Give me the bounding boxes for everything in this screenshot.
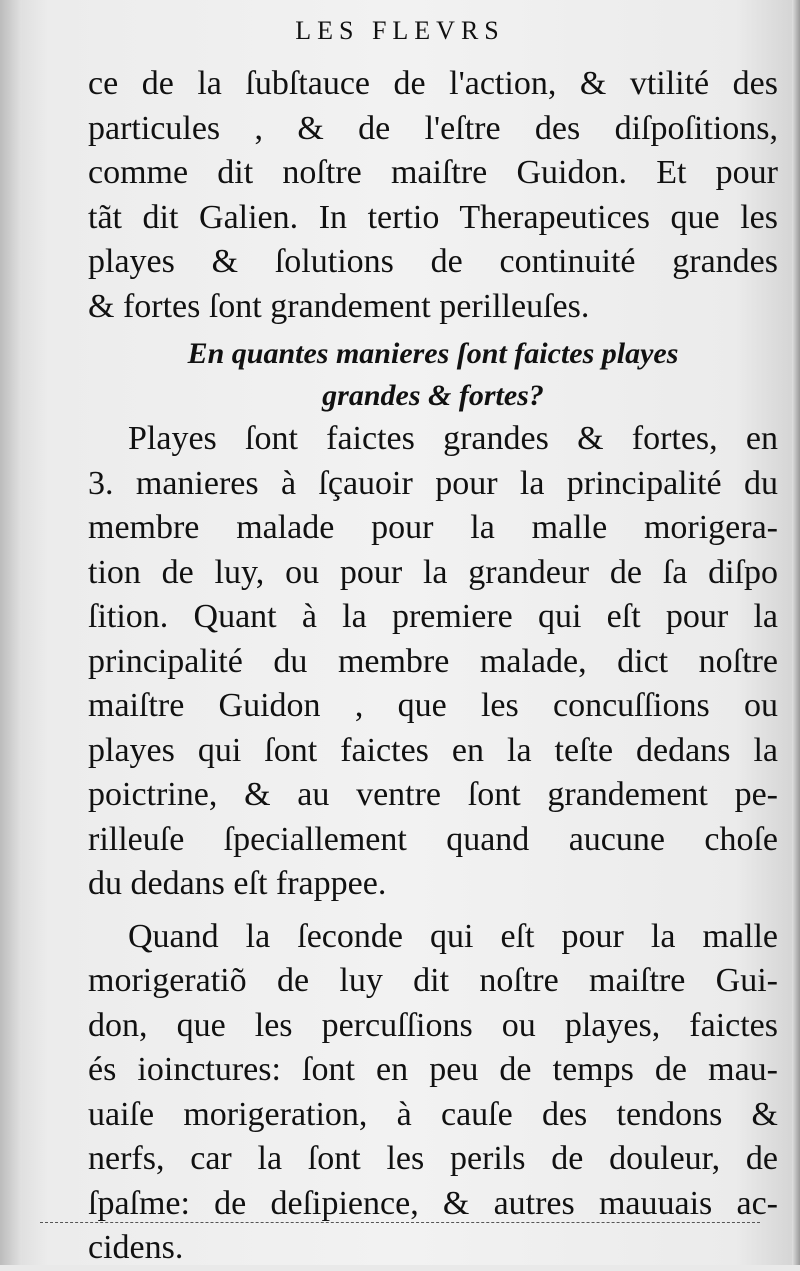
paragraph-2	[88, 417, 778, 907]
running-head: LES FLEVRS	[295, 16, 505, 45]
text-line: principalité du membre malade, dict noſtre	[88, 642, 778, 680]
text-line: ſpaſme: de deſipience, & autres mauuais ac-	[88, 1184, 778, 1222]
text-line: cidens.	[88, 1229, 184, 1266]
text-line: playes & ſolutions de continuité grandes	[88, 243, 778, 280]
text-line: comme dit noſtre maiſtre Guidon. Et pour	[88, 154, 778, 191]
section-heading	[88, 333, 778, 417]
heading-line: En quantes manieres ſont faictes playes	[187, 337, 679, 370]
text-line: poictrine, & au ventre ſont grandement pe-	[88, 776, 778, 813]
paragraph-3	[88, 915, 778, 1271]
text-line: nerfs, car la ſont les perils de douleur, de	[88, 1140, 778, 1177]
page-bottom-rule	[40, 1222, 760, 1224]
text-line: rilleuſe ſpeciallement quand aucune choſe	[88, 820, 778, 858]
page-edge	[792, 0, 800, 1265]
text-line: Quand la ſeconde qui eſt pour la malle	[128, 917, 778, 955]
text-line: du dedans eſt frappee.	[88, 865, 387, 902]
text-line: uaiſe morigeration, à cauſe des tendons &	[88, 1095, 778, 1133]
text-line: morigeratiõ de luy dit noſtre maiſtre Gui-	[88, 962, 778, 999]
text-line: particules , & de l'eſtre des diſpoſitions,	[88, 109, 778, 147]
text-line: ce de la ſubſtauce de l'action, & vtilité des	[88, 65, 778, 102]
text-line: membre malade pour la malle morigera-	[88, 509, 778, 546]
paragraph-gap	[88, 907, 778, 915]
text-line: don, que les percuſſions ou playes, faictes	[88, 1006, 778, 1044]
text-line: tion de luy, ou pour la grandeur de ſa diſpo	[88, 553, 778, 591]
page-gutter	[0, 0, 22, 1265]
paragraph-1	[88, 62, 778, 329]
text-line: playes qui ſont faictes en la teſte dedans la	[88, 731, 778, 769]
body-text	[88, 62, 778, 1271]
heading-line: grandes & fortes?	[322, 379, 544, 412]
text-line: Playes ſont faictes grandes & fortes, en	[128, 420, 778, 457]
text-line: 3. manieres à ſçauoir pour la principalité du	[88, 464, 778, 502]
text-line: ſition. Quant à la premiere qui eſt pour la	[88, 598, 778, 635]
text-line: és ioinctures: ſont en peu de temps de mau-	[88, 1051, 778, 1088]
text-line: maiſtre Guidon , que les concuſſions ou	[88, 687, 778, 724]
text-line: tãt dit Galien. In tertio Therapeutices que les	[88, 198, 778, 236]
text-line: & fortes ſont grandement perilleuſes.	[88, 287, 590, 325]
